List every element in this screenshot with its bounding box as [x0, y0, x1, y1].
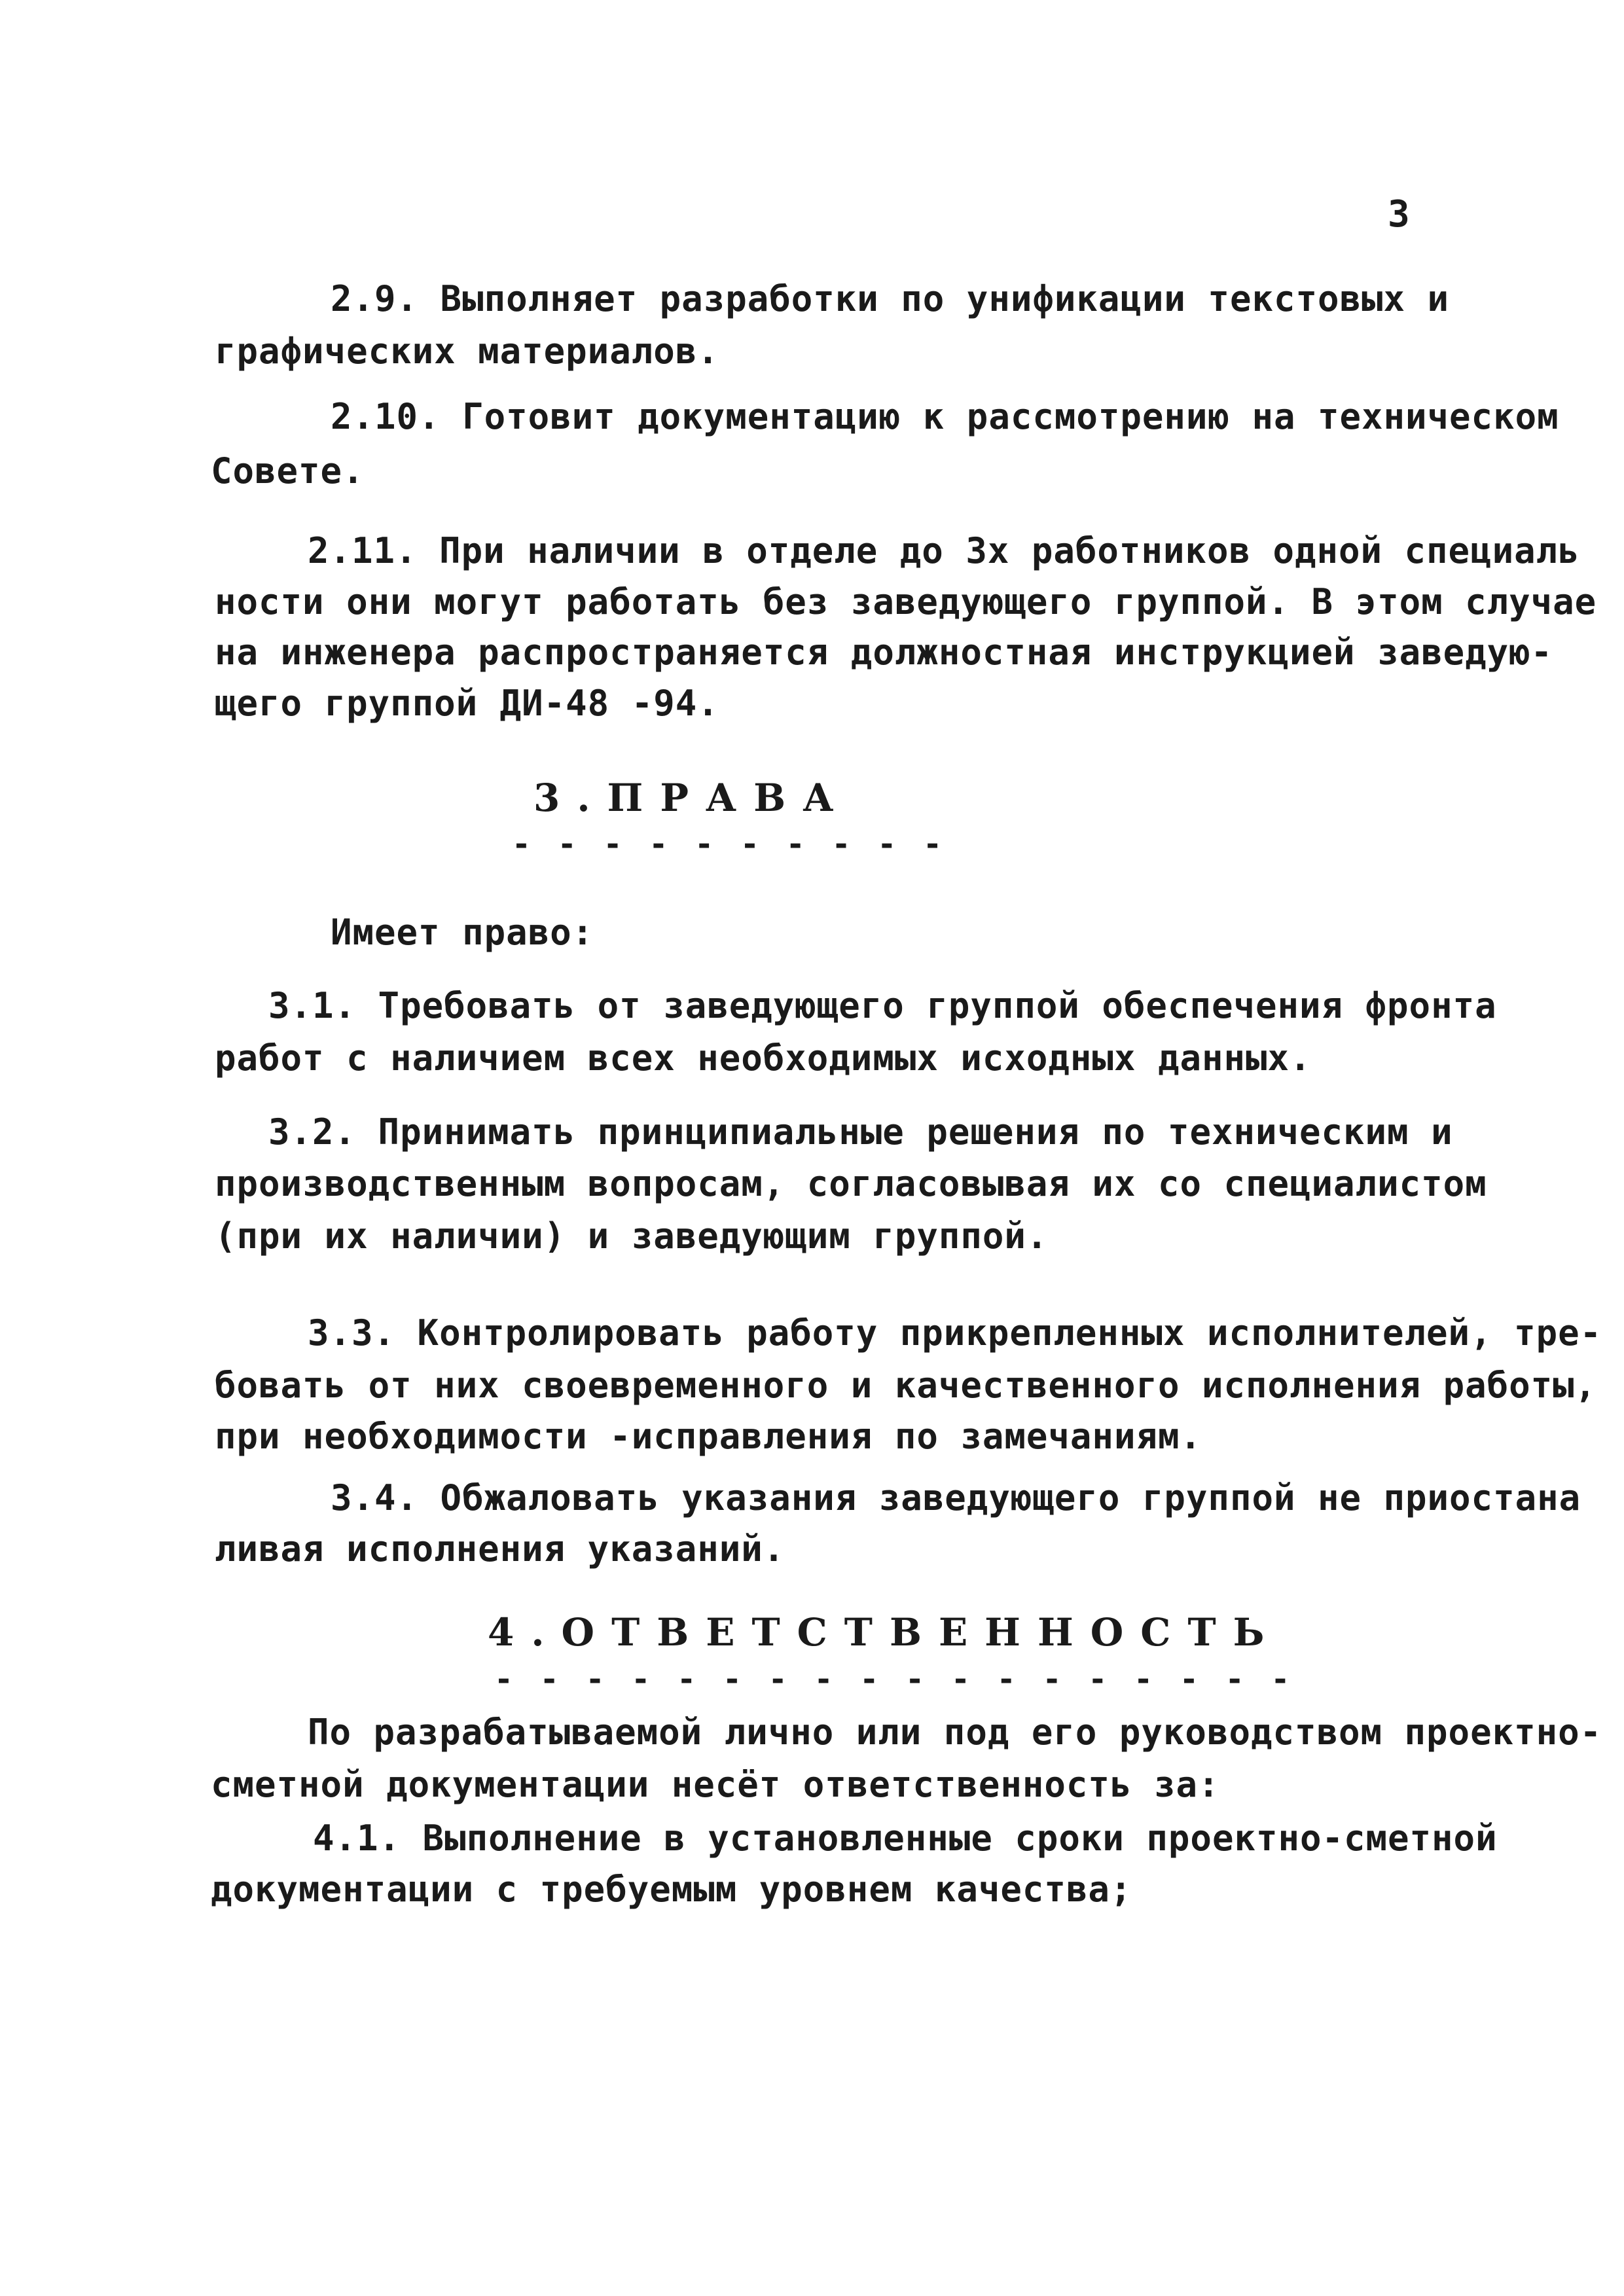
section-4-intro-line-2: сметной документации несёт ответственность за: — [211, 1764, 1220, 1805]
paragraph-3-3-line-1: 3.3. Контролировать работу прикрепленных исполнителей, тре- — [308, 1312, 1602, 1354]
section-4-underline: - - - - - - - - - - - - - - - - - - — [494, 1661, 1294, 1698]
section-4-heading: 4.ОТВЕТСТВЕННОСТЬ — [488, 1610, 1282, 1655]
section-3-intro: Имеет право: — [331, 912, 594, 953]
paragraph-2-11-line-1: 2.11. При наличии в отделе до 3х работников одной специаль — [308, 530, 1580, 571]
paragraph-2-11-line-4: щего группой ДИ-48 -94. — [215, 683, 719, 724]
paragraph-2-9-line-2: графических материалов. — [215, 331, 719, 372]
paragraph-2-9-line-1: 2.9. Выполняет разработки по унификации текстовых и — [331, 278, 1450, 319]
paragraph-3-4-line-2: ливая исполнения указаний. — [215, 1528, 785, 1570]
paragraph-3-1-line-1: 3.1. Требовать от заведующего группой обеспечения фронта — [268, 985, 1497, 1026]
paragraph-2-11-line-3: на инженера распространяется должностная инструкцией заведую- — [215, 632, 1553, 673]
paragraph-3-1-line-2: работ с наличием всех необходимых исходных данных. — [215, 1037, 1312, 1079]
section-3-heading: 3.ПРАВА — [533, 776, 851, 820]
paragraph-3-2-line-1: 3.2. Принимать принципиальные решения по техническим и — [268, 1111, 1453, 1153]
paragraph-4-1-line-2: документации с требуемым уровнем качества; — [211, 1869, 1132, 1910]
paragraph-3-3-line-2: бовать от них своевременного и качественного исполнения работы, — [215, 1365, 1597, 1406]
paragraph-2-10-line-1: 2.10. Готовит документацию к рассмотрению на техническом — [331, 396, 1559, 437]
paragraph-3-2-line-2: производственным вопросам, согласовывая их со специалистом — [215, 1163, 1487, 1204]
section-4-intro-line-1: По разрабатываемой лично или под его руководством проектно- — [308, 1712, 1602, 1753]
paragraph-3-2-line-3: (при их наличии) и заведующим группой. — [215, 1215, 1049, 1257]
paragraph-2-10-line-2: Совете. — [211, 450, 365, 492]
paragraph-4-1-line-1: 4.1. Выполнение в установленные сроки проектно-сметной — [313, 1818, 1498, 1859]
paragraph-3-4-line-1: 3.4. Обжаловать указания заведующего группой не приостана — [331, 1477, 1581, 1518]
paragraph-2-11-line-2: ности они могут работать без заведующего группой. В этом случае — [215, 581, 1597, 622]
page-number: 3 — [1388, 193, 1410, 236]
section-3-underline: - - - - - - - - - - — [512, 826, 947, 863]
paragraph-3-3-line-3: при необходимости -исправления по замечаниям. — [215, 1416, 1202, 1457]
